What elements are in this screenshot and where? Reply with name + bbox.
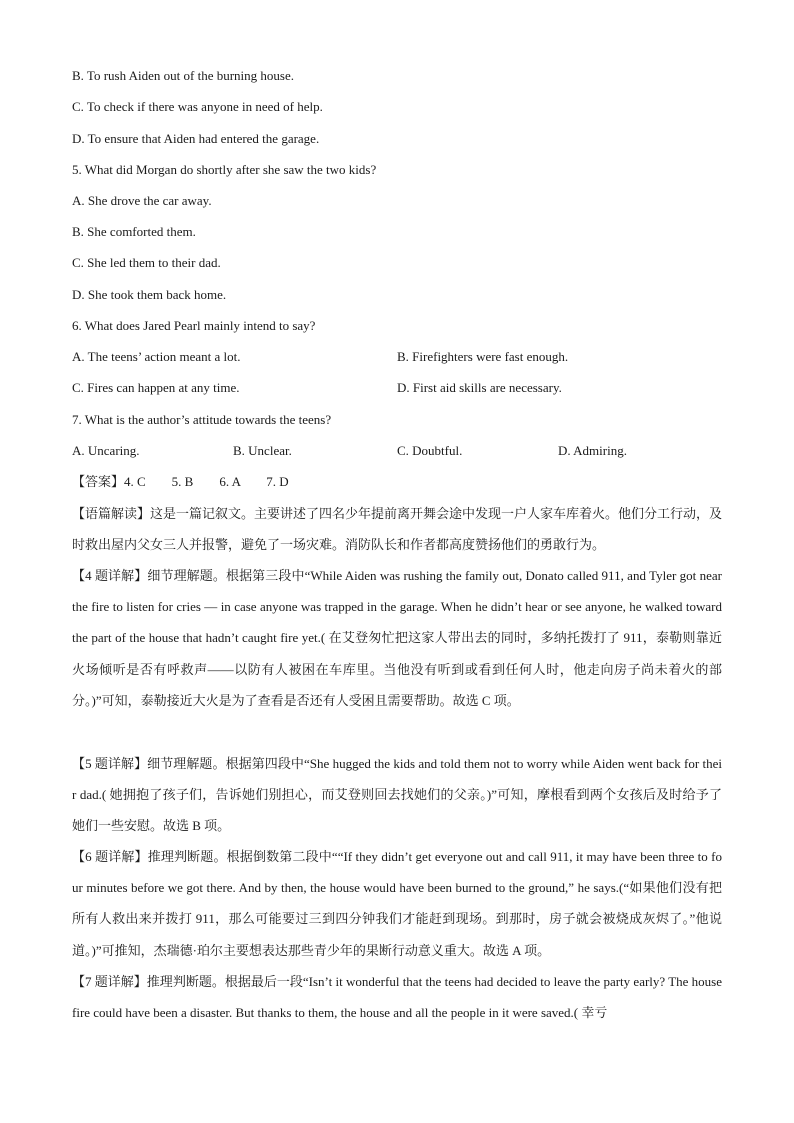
explanation-q5: 【5 题详解】细节理解题。根据第四段中“She hugged the kids and told them not to worry while Aiden went back for their dad.( 她拥抱了孩子们，告诉她们别担心，而艾登则回去找她们的父亲。)”可知，摩根看到两个女孩后及时给予了她们一些安慰。故选 B 项。	[72, 756, 722, 834]
q6-stem: 6. What does Jared Pearl mainly intend to say?	[72, 318, 316, 333]
q5-stem: 5. What did Morgan do shortly after she saw the two kids?	[72, 162, 377, 177]
q7-option-a: A. Uncaring.	[72, 443, 140, 458]
q5-option-c: C. She led them to their dad.	[72, 255, 221, 270]
q7-option-d: D. Admiring.	[558, 443, 627, 458]
q6-option-a: A. The teens’ action meant a lot.	[72, 349, 241, 364]
q5-option-d: D. She took them back home.	[72, 287, 227, 302]
q6-option-d: D. First aid skills are necessary.	[397, 380, 562, 395]
q5-option-b: B. She comforted them.	[72, 224, 196, 239]
explanation-q7: 【7 题详解】推理判断题。根据最后一段“Isn’t it wonderful that the teens had decided to leave the party early? The house fire could have been a disaster. But thanks to them, the house and all the people in it were saved.( 幸亏	[72, 974, 722, 1021]
q5-option-a: A. She drove the car away.	[72, 193, 212, 208]
q7-stem: 7. What is the author’s attitude towards the teens?	[72, 412, 332, 427]
answer-key: 【答案】4. C 5. B 6. A 7. D	[72, 474, 289, 489]
q4-option-b: B. To rush Aiden out of the burning house.	[72, 68, 295, 83]
explanation-q4: 【4 题详解】细节理解题。根据第三段中“While Aiden was rushing the family out, Donato called 911, and Tyler got near the fire to listen for cries — in case anyone was trapped in the garage. When he didn’t hear or see anyone, he walked toward the part of the house that hadn’t caught fire yet.( 在艾登匆忙把这家人带出去的同时，多纳托拨打了 911，泰勒则靠近火场倾听是否有呼救声——以防有人被困在车库里。当他没有听到或看到任何人时，他走向房子尚未着火的部分。)”可知，泰勒接近大火是为了查看是否还有人受困且需要帮助。故选 C 项。	[72, 568, 722, 708]
explanation-q6: 【6 题详解】推理判断题。根据倒数第二段中““If they didn’t get everyone out and call 911, it may have been three to four minutes before we got there. And by then, the house would have been burned to the ground,” he says.(“如果他们没有把所有人救出来并拨打 911，那么可能要过三到四分钟我们才能赶到现场。到那时，房子就会被烧成灰烬了。”他说道。)”可推知，杰瑞德·珀尔主要想表达那些青少年的果断行动意义重大。故选 A 项。	[72, 849, 722, 958]
q7-option-c: C. Doubtful.	[397, 443, 463, 458]
q4-option-d: D. To ensure that Aiden had entered the garage.	[72, 131, 320, 146]
q7-option-b: B. Unclear.	[233, 443, 292, 458]
q6-option-c: C. Fires can happen at any time.	[72, 380, 240, 395]
q4-option-c: C. To check if there was anyone in need of help.	[72, 99, 323, 114]
q6-option-b: B. Firefighters were fast enough.	[397, 349, 569, 364]
passage-summary: 【语篇解读】这是一篇记叙文。主要讲述了四名少年提前离开舞会途中发现一户人家车库着火。他们分工行动，及时救出屋内父女三人并报警，避免了一场灾难。消防队长和作者都高度赞扬他们的勇敢行为。	[72, 506, 723, 553]
